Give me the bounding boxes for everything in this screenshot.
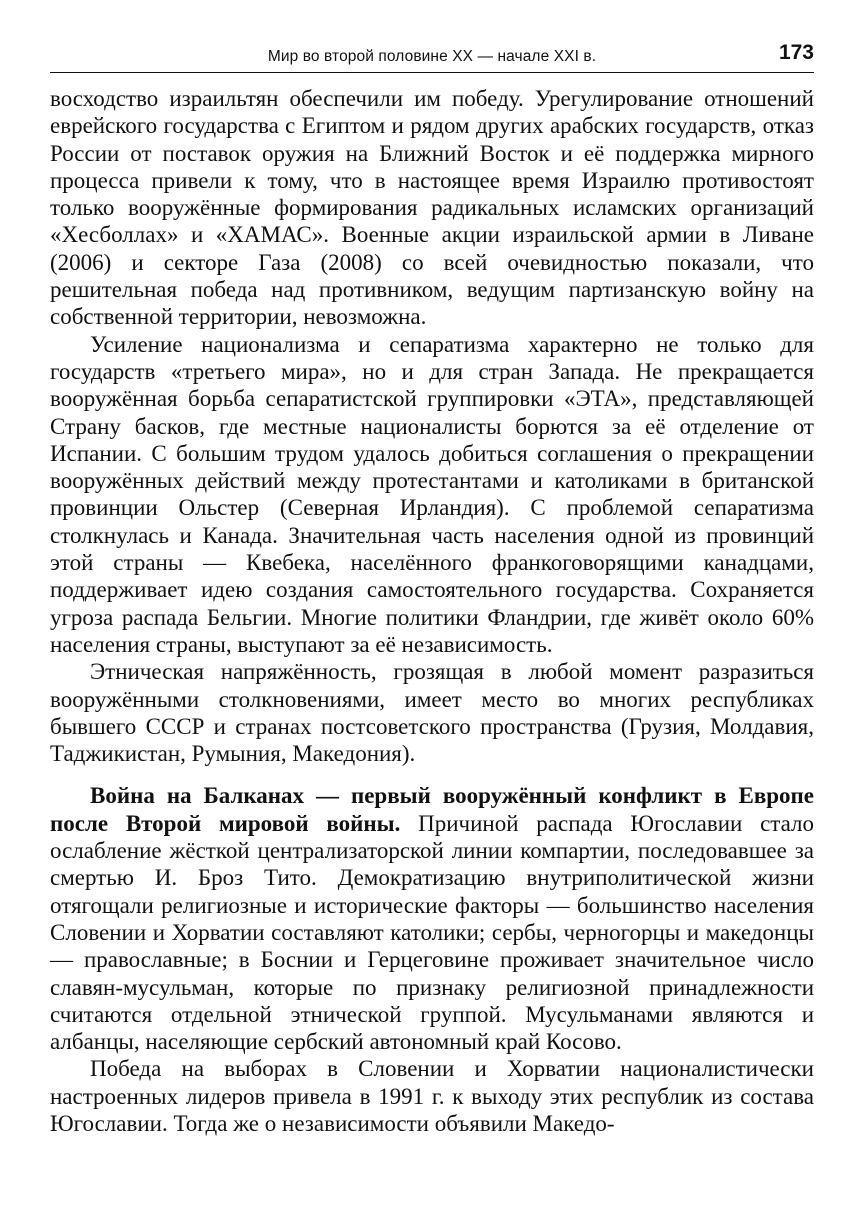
running-header [50, 38, 814, 73]
section-heading-balkan-war: Война на Балканах — первый вооружённый конфликт в Европе после Второй мировой войны. [50, 783, 814, 836]
page-number: 173 [778, 41, 814, 64]
paragraph-separatism: Усиление национализма и сепаратизма характерно не только для государств «третьего мира», но и для стран Запада. Не прекращается вооружённая борьба сепаратистской группировки «ЭТА», представляющей Страну басков, где местные националисты борются за её отделение от Испании. С большим трудом удалось добиться соглашения о прекращении вооружённых действий между протестантами и католиками в британской провинции Ольстер (Северная Ирландия). С проблемой сепаратизма столкнулась и Канада. Значительная часть населения одной из провинций этой страны — Квебека, населённого франкоговорящими канадцами, поддерживает идею создания самостоятельного государства. Сохраняется угроза распада Бельгии. Многие политики Фландрии, где живёт около 60% населения страны, выступают за её независимость. [50, 331, 814, 657]
paragraph-israel-conflict: восходство израильтян обеспечили им победу. Урегулирование отношений еврейского государства с Египтом и рядом других арабских государств, отказ России от поставок оружия на Ближний Восток и её поддержка мирного процесса привели к тому, что в настоящее время Израилю противостоят только вооружённые формирования радикальных исламских организаций «Хесболлах» и «ХАМАС». Военные акции израильской армии в Ливане (2006) и секторе Газа (2008) со всей очевидностью показали, что решительная победа над противником, ведущим партизанскую войну на собственной территории, невозможна. [50, 86, 814, 330]
paragraph-balkan-war-text: Причиной распада Югославии стало ослабление жёсткой централизаторской линии компартии, последовавшее за смертью И. Броз Тито. Демократизацию внутриполитической жизни отягощали религиозные и исторические факторы — большинство населения Словении и Хорватии составляют католики; сербы, черногорцы и македонцы — православные; в Боснии и Герцеговине проживает значительное число славян-мусульман, которые по признаку религиозной принадлежности считаются отдельной этнической группой. Мусульманами являются и албанцы, населяющие сербский автономный край Косово. [50, 810, 814, 1055]
page-body [50, 85, 814, 1137]
book-page [50, 38, 814, 1137]
paragraph-ethnic-tension: Этническая напряжённость, грозящая в любой момент разразиться вооружёнными столкновениями, имеет место во многих республиках бывшего СССР и странах постсоветского пространства (Грузия, Молдавия, Таджикистан, Румыния, Македония). [50, 659, 814, 767]
paragraph-independence: Победа на выборах в Словении и Хорватии националистически настроенных лидеров привела в 1991 г. к выходу этих республик из состава Югославии. Тогда же о независимости объявили Македо- [50, 1056, 814, 1136]
running-header-title: Мир во второй половине XX — начале XXI в. [267, 48, 597, 65]
paragraph-balkan-war [50, 782, 814, 1055]
